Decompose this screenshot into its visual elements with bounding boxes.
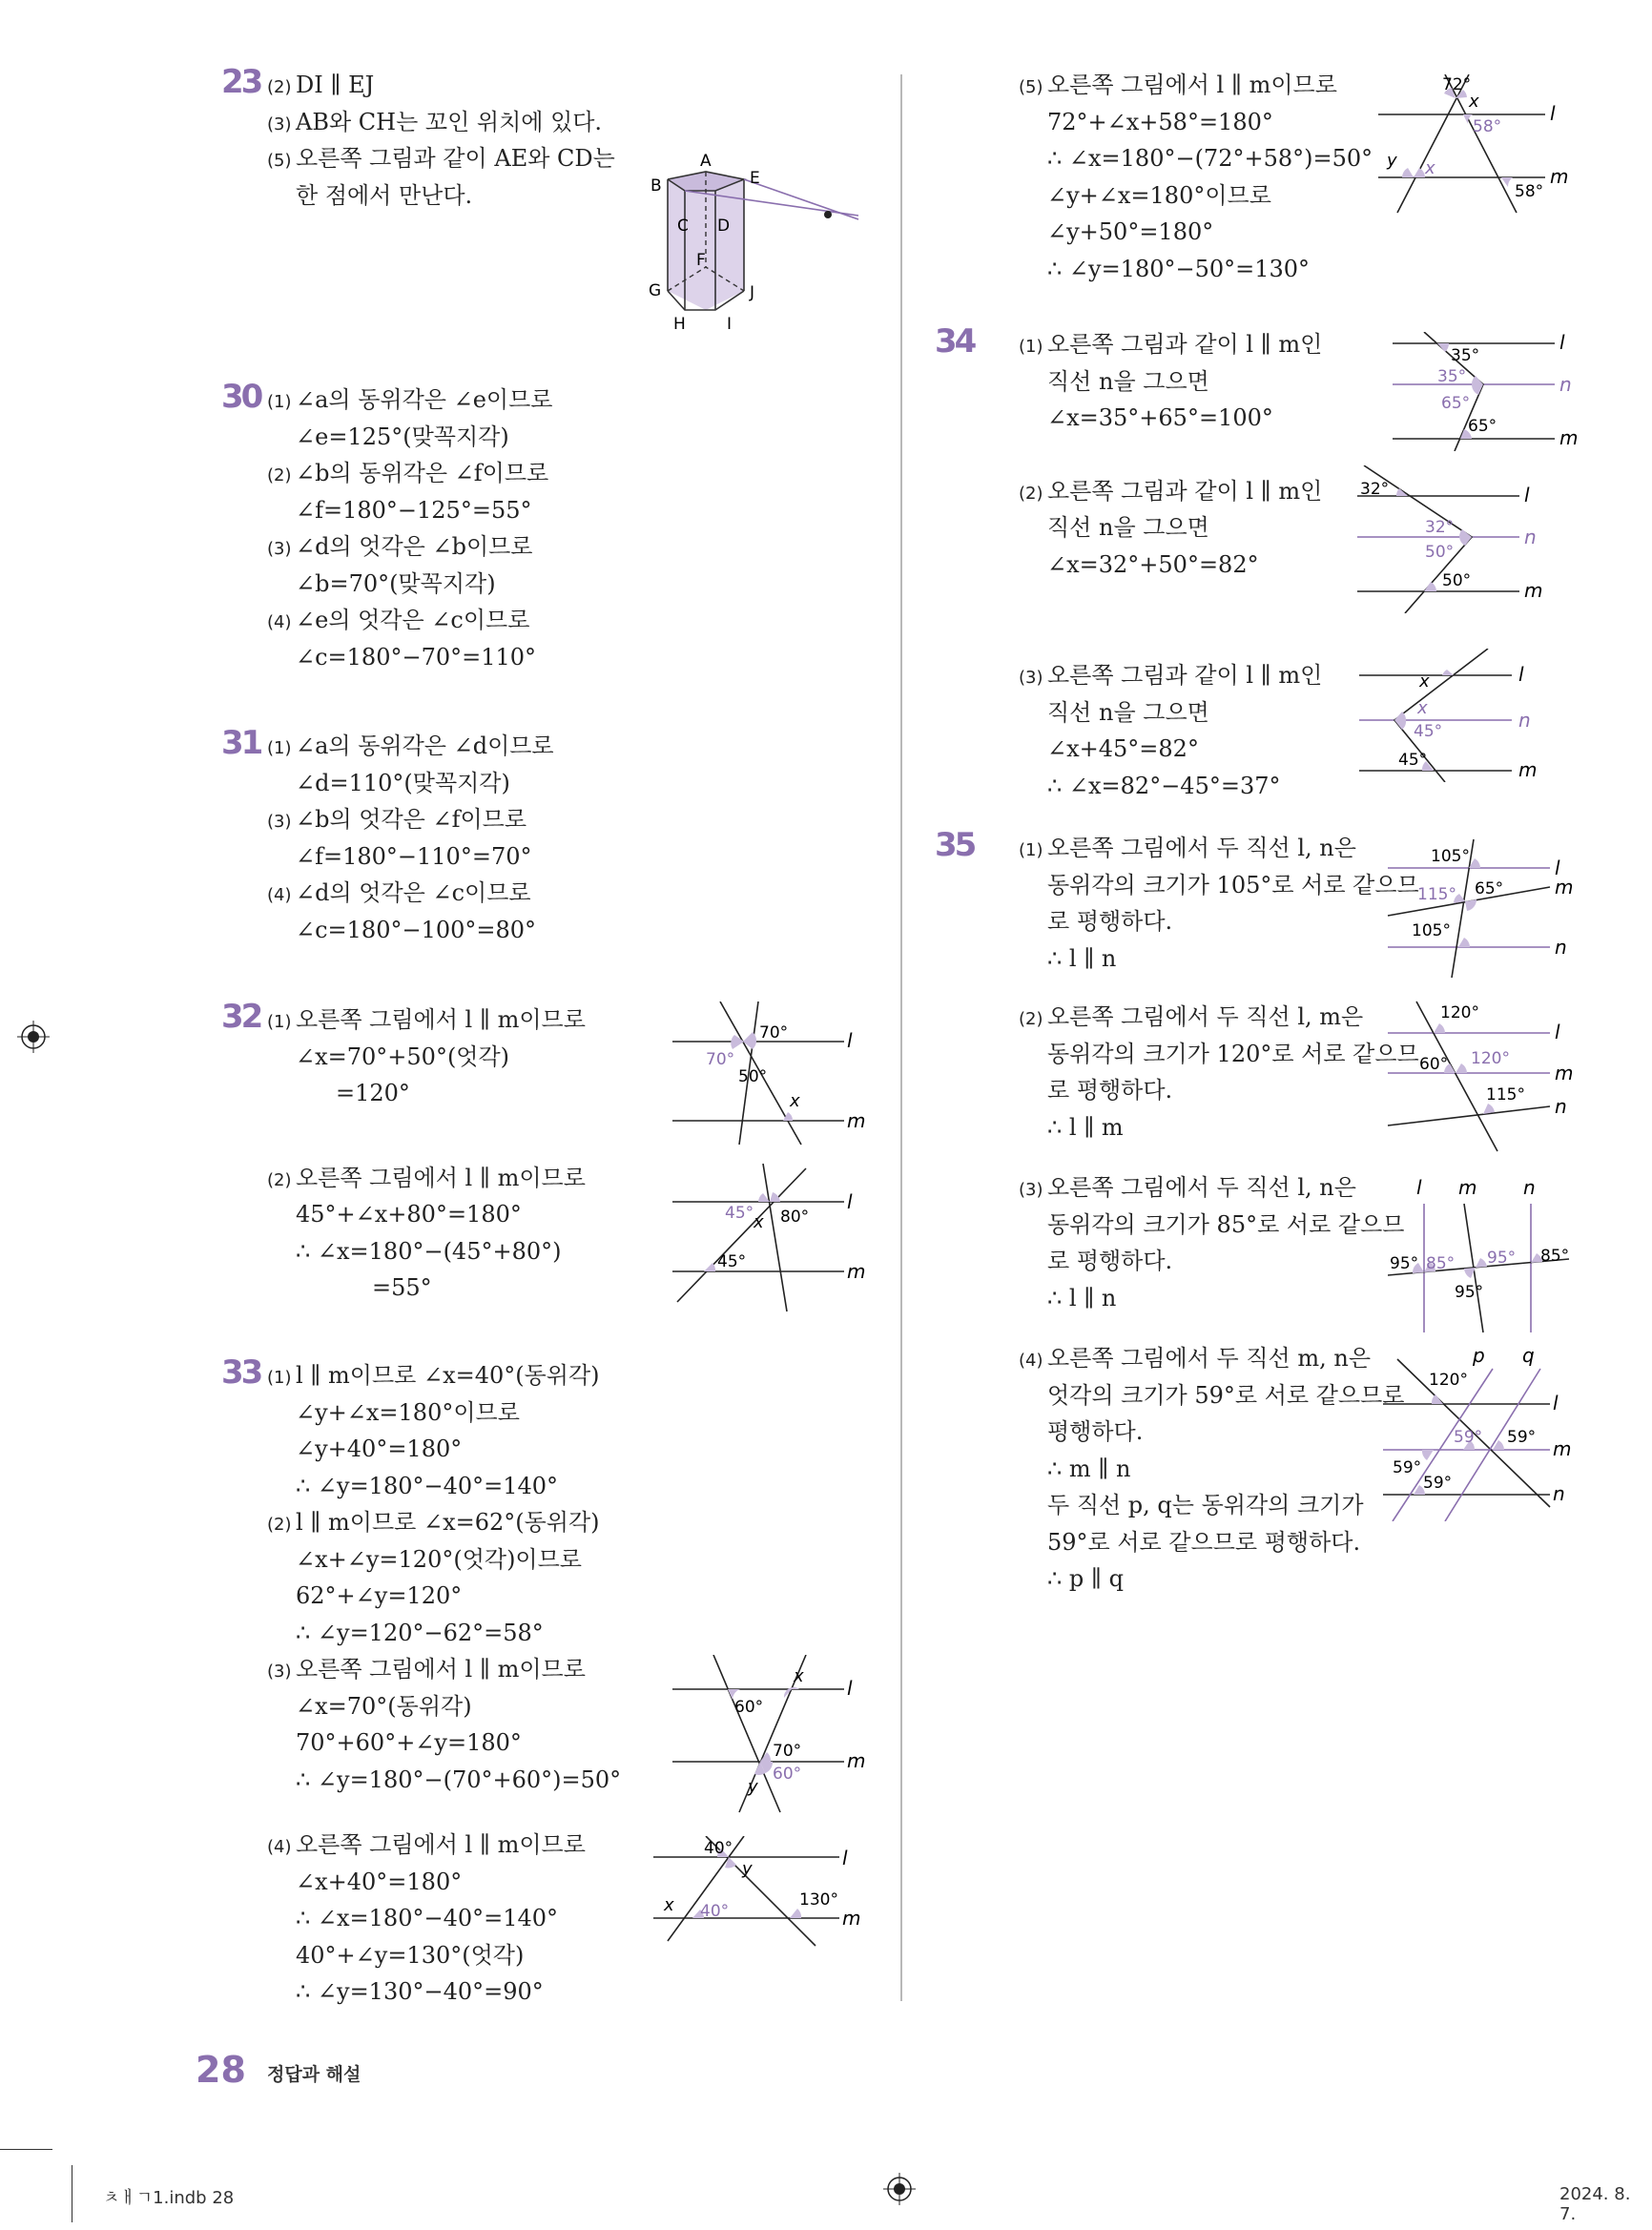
svg-text:n: n [1559,373,1572,396]
sub-item: (3) 오른쪽 그림에서 l ∥ m이므로 ∠x=70°(동위각) 70°+60°+∠y=180° ∴ ∠y=180°−(70°+60°)=50° [267,1656,622,1793]
sub-item: (3) 오른쪽 그림에서 두 직선 l, n은 동위각의 크기가 85°로 서로 같으므 로 평행하다. ∴ l ∥ n [1019,1174,1405,1311]
svg-text:70°: 70° [773,1742,802,1761]
sub-item: (3) ∠b의 엇각은 ∠f이므로 ∠f=180°−110°=70° [267,806,532,870]
sub-item: (2) DI ∥ EJ [267,72,375,98]
svg-text:60°: 60° [1419,1055,1449,1074]
print-date: 2024. 8. 7. [1559,2184,1631,2224]
svg-text:l: l [1555,1021,1560,1043]
registration-mark-icon [17,1021,50,1053]
sub-item: (3) 오른쪽 그림과 같이 l ∥ m인 직선 n을 그으면 ∠x+45°=82° ∴ ∠x=82°−45°=37° [1019,662,1323,799]
svg-text:m: m [1553,1437,1572,1460]
svg-text:120°: 120° [1440,1003,1479,1022]
svg-text:50°: 50° [1425,543,1455,562]
svg-text:32°: 32° [1360,480,1390,499]
svg-text:65°: 65° [1441,394,1471,413]
vertex-label: A [700,153,712,171]
svg-text:x: x [1419,671,1430,692]
vertex-label: J [750,283,755,302]
answer-line: 오른쪽 그림과 같이 AE와 CD는 [296,145,615,172]
problem-number: 35 [935,826,975,864]
svg-text:q: q [1522,1345,1535,1367]
svg-text:32°: 32° [1425,518,1455,537]
svg-text:x: x [1469,92,1479,112]
sub-item: (3) AB와 CH는 꼬인 위치에 있다. [267,108,603,135]
page-number: 28 [196,2049,246,2091]
svg-text:115°: 115° [1486,1085,1525,1105]
sub-item: (2) 오른쪽 그림에서 두 직선 l, m은 동위각의 크기가 120°로 서로 같으므 로 평행하다. ∴ l ∥ m [1019,1003,1419,1141]
svg-text:m: m [1555,876,1574,898]
svg-text:95°: 95° [1455,1283,1484,1302]
svg-text:59°: 59° [1393,1458,1422,1477]
sub-item: (1) 오른쪽 그림에서 l ∥ m이므로 ∠x=70°+50°(엇각) =120° [267,1006,586,1106]
svg-text:y: y [1387,151,1397,171]
sub-item: (4) ∠d의 엇각은 ∠c이므로 ∠c=180°−100°=80° [267,879,537,943]
svg-text:l: l [847,1029,853,1052]
vertex-label: G [649,281,662,300]
figure-33-4 [649,1836,868,1970]
crop-mark [0,2149,52,2150]
svg-text:80°: 80° [780,1208,810,1227]
svg-text:m: m [1550,165,1569,188]
svg-text:l: l [1553,1392,1559,1414]
svg-text:130°: 130° [799,1890,838,1910]
answer-line: DI ∥ EJ [296,72,375,98]
answer-line: 한 점에서 만난다. [296,181,473,209]
figure-33-5 [1373,74,1583,217]
svg-text:85°: 85° [1540,1247,1570,1266]
svg-text:l: l [1416,1176,1422,1199]
svg-text:70°: 70° [706,1050,735,1069]
vertex-label: F [696,251,706,270]
column-divider [900,74,902,2001]
svg-text:45°: 45° [1414,722,1443,741]
svg-text:60°: 60° [734,1698,764,1717]
svg-text:m: m [1524,579,1543,602]
svg-text:n: n [1523,1176,1536,1199]
svg-text:120°: 120° [1471,1049,1510,1068]
svg-text:m: m [1458,1176,1477,1199]
svg-text:115°: 115° [1417,885,1456,904]
svg-text:n: n [1524,526,1537,548]
problem-number: 23 [221,63,261,101]
svg-text:m: m [1559,426,1579,449]
sub-item: (4) 오른쪽 그림에서 두 직선 m, n은 엇각의 크기가 59°로 서로 같으므로 평행하다. ∴ m ∥ n 두 직선 p, q는 동위각의 크기가 59°로 서로 같으므로 평행하다. ∴ p ∥ q [1019,1345,1405,1592]
prism-figure [630,153,868,334]
svg-text:95°: 95° [1390,1254,1419,1273]
problem-number: 34 [935,322,975,361]
sub-item: (5) 오른쪽 그림에서 l ∥ m이므로 72°+∠x+58°=180° ∴ ∠x=180°−(72°+58°)=50° ∠y+∠x=180°이므로 ∠y+50°=180° ∴ ∠y=180°−50°=130° [1019,72,1373,282]
svg-text:45°: 45° [725,1204,754,1223]
svg-text:40°: 40° [704,1839,733,1858]
svg-text:x: x [1425,158,1435,178]
svg-text:m: m [1518,758,1538,781]
figure-35-2 [1383,997,1583,1159]
svg-text:45°: 45° [717,1252,747,1271]
svg-text:59°: 59° [1507,1428,1537,1447]
sub-item: (1) l ∥ m이므로 ∠x=40°(동위각) ∠y+∠x=180°이므로 ∠y+40°=180° ∴ ∠y=180°−40°=140° [267,1362,600,1499]
figure-32-2 [668,1159,868,1316]
figure-35-1 [1383,835,1583,987]
figure-34-1 [1388,332,1583,451]
svg-text:m: m [847,1749,866,1772]
sub-item: (1) ∠a의 동위각은 ∠d이므로 ∠d=110°(맞꼭지각) [267,733,554,796]
figure-32-1 [668,1001,868,1154]
vertex-label: D [717,217,731,236]
sub-item: (3) ∠d의 엇각은 ∠b이므로 ∠b=70°(맞꼭지각) [267,533,533,597]
svg-text:n: n [1555,1095,1567,1118]
vertex-label: B [650,176,662,196]
vertex-label: I [727,315,733,334]
svg-text:n: n [1553,1482,1565,1505]
svg-text:50°: 50° [1442,571,1472,590]
svg-text:m: m [842,1907,861,1930]
vertex-label: E [750,169,760,188]
svg-text:58°: 58° [1515,182,1544,201]
registration-mark-icon [883,2173,916,2205]
svg-text:l: l [842,1847,848,1869]
svg-text:x: x [754,1212,764,1232]
svg-text:x: x [1417,698,1428,718]
sub-item: (4) 오른쪽 그림에서 l ∥ m이므로 ∠x+40°=180° ∴ ∠x=180°−40°=140° 40°+∠y=130°(엇각) ∴ ∠y=130°−40°=90° [267,1831,586,2005]
svg-text:y: y [748,1777,758,1797]
figure-35-4 [1373,1345,1583,1521]
print-file-info: ㅊㅐㄱ1.indb 28 [103,2188,235,2208]
svg-text:l: l [1559,332,1565,354]
footer-label: 정답과 해설 [267,2064,361,2085]
svg-text:105°: 105° [1412,921,1451,940]
sub-item: (1) ∠a의 동위각은 ∠e이므로 ∠e=125°(맞꼭지각) [267,386,553,450]
svg-text:m: m [847,1109,866,1132]
vertex-label: H [673,315,686,334]
svg-text:m: m [1555,1062,1574,1084]
sub-item: (5) 오른쪽 그림과 같이 AE와 CD는 한 점에서 만난다. [267,140,615,214]
sub-item: (1) 오른쪽 그림과 같이 l ∥ m인 직선 n을 그으면 ∠x=35°+65°=100° [1019,331,1323,431]
svg-text:120°: 120° [1429,1371,1468,1390]
sub-item: (2) 오른쪽 그림에서 l ∥ m이므로 45°+∠x+80°=180° ∴ ∠x=180°−(45°+80°) =55° [267,1164,586,1301]
svg-text:45°: 45° [1398,751,1428,770]
answer-line: AB와 CH는 꼬인 위치에 있다. [296,108,603,135]
problem-number: 30 [221,378,261,416]
svg-text:x: x [664,1895,674,1915]
svg-text:l: l [1550,102,1556,125]
figure-34-2 [1353,465,1581,613]
svg-text:85°: 85° [1426,1254,1456,1273]
svg-text:p: p [1473,1345,1485,1367]
svg-text:l: l [847,1190,853,1213]
svg-text:l: l [1524,484,1530,506]
svg-text:35°: 35° [1451,346,1480,365]
svg-text:n: n [1518,709,1531,732]
svg-text:35°: 35° [1437,367,1467,386]
svg-text:x: x [790,1091,800,1111]
svg-text:72°: 72° [1442,75,1472,94]
figure-35-3 [1388,1175,1583,1337]
sub-item: (1) 오른쪽 그림에서 두 직선 l, n은 동위각의 크기가 105°로 서로 같으므 로 평행하다. ∴ l ∥ n [1019,835,1419,972]
figure-34-3 [1354,649,1583,782]
svg-text:65°: 65° [1468,417,1497,436]
sub-item: (2) 오른쪽 그림과 같이 l ∥ m인 직선 n을 그으면 ∠x=32°+50°=82° [1019,477,1323,578]
svg-text:y: y [742,1859,753,1879]
sub-item: (2) ∠b의 동위각은 ∠f이므로 ∠f=180°−125°=55° [267,460,549,524]
sub-item: (2) l ∥ m이므로 ∠x=62°(동위각) ∠x+∠y=120°(엇각)이므로 62°+∠y=120° ∴ ∠y=120°−62°=58° [267,1509,600,1646]
svg-text:70°: 70° [759,1023,789,1043]
svg-text:105°: 105° [1431,847,1470,866]
problem-number: 32 [221,998,261,1036]
svg-text:n: n [1555,936,1567,959]
svg-text:40°: 40° [700,1902,730,1921]
svg-text:60°: 60° [773,1765,802,1784]
svg-text:58°: 58° [1473,117,1502,136]
problem-number: 33 [221,1353,261,1392]
svg-text:50°: 50° [738,1067,768,1086]
svg-text:x: x [794,1666,804,1686]
svg-text:l: l [847,1677,853,1700]
svg-text:l: l [1555,857,1560,879]
svg-text:95°: 95° [1487,1249,1517,1268]
vertex-label: C [677,217,689,236]
problem-number: 31 [221,724,261,762]
svg-text:65°: 65° [1475,879,1504,898]
svg-text:m: m [847,1260,866,1283]
svg-text:59°: 59° [1454,1428,1483,1447]
svg-text:l: l [1518,663,1524,686]
figure-33-3 [668,1655,868,1817]
svg-text:59°: 59° [1423,1474,1453,1493]
sub-item: (4) ∠e의 엇각은 ∠c이므로 ∠c=180°−70°=110° [267,607,537,671]
